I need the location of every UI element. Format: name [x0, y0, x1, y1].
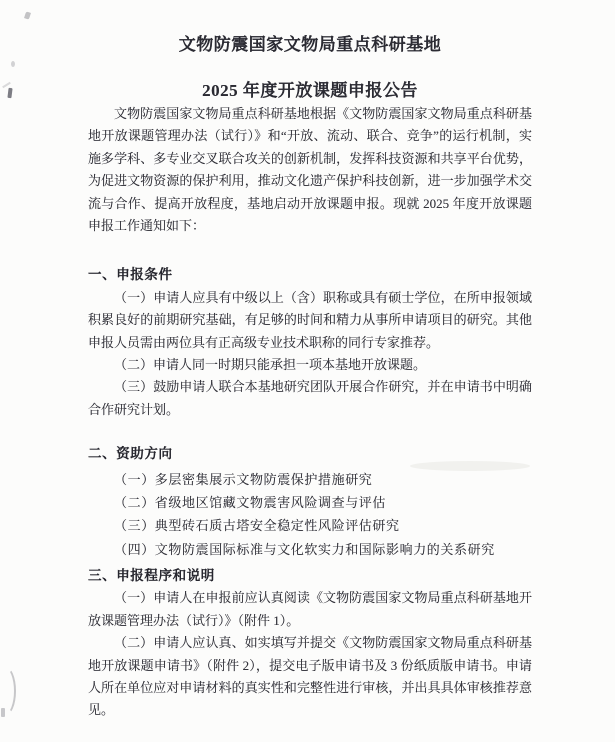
section-3-paragraph-1: （一）申请人在申报前应认真阅读《文物防震国家文物局重点科研基地开放课题管理办法（试行）》（附件 1）。 [88, 590, 532, 628]
funding-item-3: （三）典型砖石质古塔安全稳定性风险评估研究 [114, 518, 400, 534]
scan-speck [2, 82, 11, 88]
funding-direction-list [88, 468, 532, 561]
funding-item-4: （四）文物防震国际标准与文化软实力和国际影响力的关系研究 [114, 541, 495, 557]
scan-crease [0, 666, 16, 716]
funding-item-1: （一）多层密集展示文物防震保护措施研究 [114, 471, 373, 487]
intro-paragraph: 文物防震国家文物局重点科研基地根据《文物防震国家文物局重点科研基地开放课题管理办法（试行）》和“开放、流动、联合、竞争”的运行机制，实施多学科、多专业交叉联合攻关的创新机制，发挥科技资源和共享平台优势，为促进文物资源的保护利用，推动文化遗产保护科技创新，进一步加强学术交流与合作、提高开放程度，基地启动开放课题申报。现就 2025 年度开放课题申报工作通知如下： [88, 106, 532, 234]
section-3-paragraph-2: （二）申请人应认真、如实填写并提交《文物防震国家文物局重点科研基地开放课题申请书》（附件 2），提交电子版申请书及 3 份纸质版申请书。申请人所在单位应对申请材料的真实性和完整性进行审核，并出具具体审核推荐意见。 [88, 635, 532, 718]
scan-speck [24, 11, 31, 19]
scan-speck [11, 61, 15, 67]
section-3-heading: 三、申报程序和说明 [88, 567, 215, 583]
scan-speck [1, 708, 5, 717]
document-title-line2: 2025 年度开放课题申报公告 [202, 81, 418, 100]
section-1-paragraph-2: （二）申请人同一时期只能承担一项本基地开放课题。 [114, 357, 427, 373]
funding-item-2: （二）省级地区馆藏文物震害风险调查与评估 [114, 494, 387, 510]
section-2-heading: 二、资助方向 [88, 446, 173, 462]
section-1-paragraph-3: （三）鼓励申请人联合本基地研究团队开展合作研究，并在申请书中明确合作研究计划。 [88, 379, 532, 417]
section-1-paragraph-1: （一）申请人应具有中级以上（含）职称或具有硕士学位，在所申报领域积累良好的前期研究基础，有足够的时间和精力从事所申请项目的研究。其他申报人员需由两位具有正高级专业技术职称的同行专家推荐。 [88, 289, 532, 350]
section-1-heading: 一、申报条件 [88, 267, 173, 283]
document-title-line1: 文物防震国家文物局重点科研基地 [178, 35, 442, 54]
scan-speck [7, 88, 12, 98]
